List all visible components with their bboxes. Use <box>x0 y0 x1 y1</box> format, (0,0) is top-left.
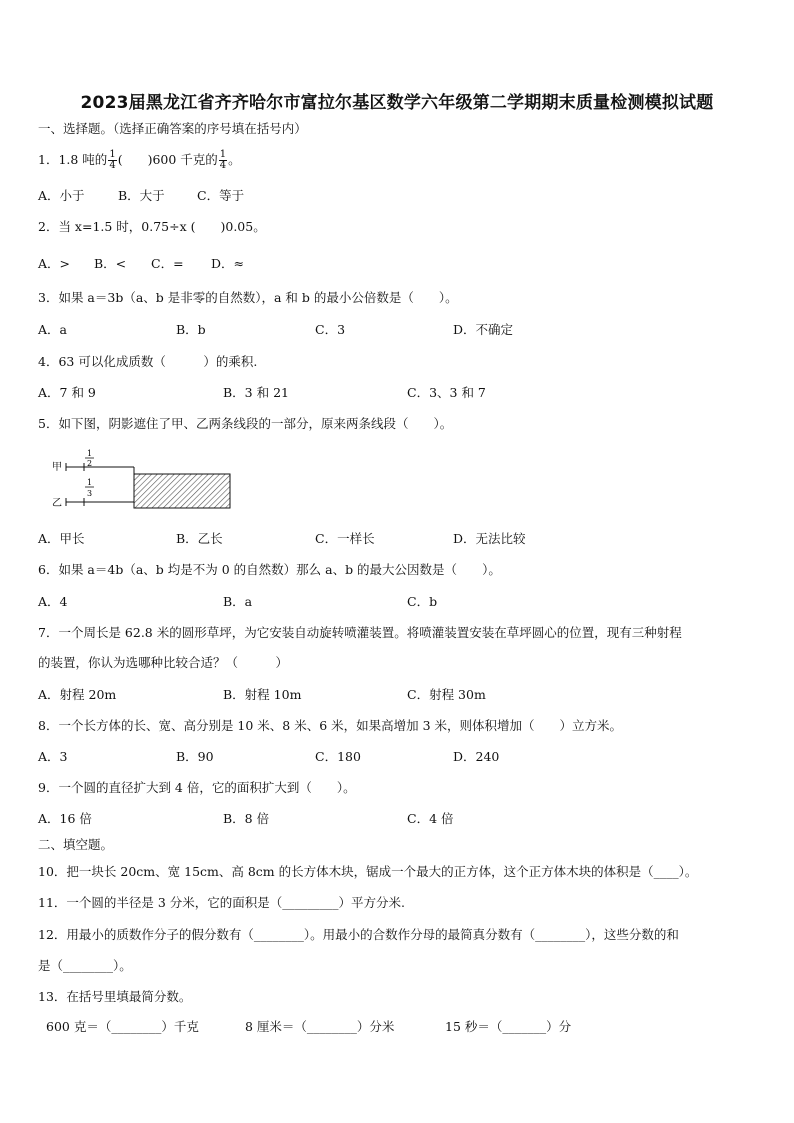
question-5: 5．如下图，阴影遮住了甲、乙两条线段的一部分，原来两条线段（ ）。 <box>38 416 453 431</box>
question-9: 9．一个圆的直径扩大到 4 倍，它的面积扩大到（ ）。 <box>38 780 356 795</box>
question-13: 13．在括号里填最简分数。 <box>38 989 192 1004</box>
q1-option-c[interactable]: C．等于 <box>197 188 245 203</box>
q6-option-a[interactable]: A．4 <box>38 594 68 609</box>
q2-option-d[interactable]: D．≈ <box>211 256 244 271</box>
q3-option-c[interactable]: C．3 <box>315 322 346 337</box>
fraction-one-quarter <box>219 150 227 171</box>
page-title: 2023届黑龙江省齐齐哈尔市富拉尔基区数学六年级第二学期期末质量检测模拟试题 <box>80 93 714 113</box>
frac-yi-den: 3 <box>87 489 93 498</box>
q5-option-b[interactable]: B．乙长 <box>176 531 223 546</box>
q3-option-d[interactable]: D．不确定 <box>453 322 514 337</box>
question-12-line-2: 是（________）。 <box>38 958 132 973</box>
q9-option-a[interactable]: A．16 倍 <box>38 811 92 826</box>
question-10: 10．把一块长 20cm、宽 15cm、高 8cm 的长方体木块，锯成一个最大的正方体，这个正方体木块的体积是（____）。 <box>38 864 698 879</box>
section-heading-fill-in: 二、填空题。 <box>38 837 114 852</box>
frac-denominator: 4 <box>219 160 227 171</box>
shaded-cover <box>134 474 230 508</box>
q1-option-b[interactable]: B．大于 <box>118 188 165 203</box>
q9-option-b[interactable]: B．8 倍 <box>223 811 270 826</box>
question-11: 11．一个圆的半径是 3 分米，它的面积是（_________）平方分米. <box>38 895 406 910</box>
q3-option-a[interactable]: A．a <box>38 322 67 337</box>
question-8: 8．一个长方体的长、宽、高分别是 10 米、8 米、6 米，如果高增加 3 米，则体积增加（ ）立方米。 <box>38 718 623 733</box>
q6-option-c[interactable]: C．b <box>407 594 438 609</box>
q5-option-d[interactable]: D．无法比较 <box>453 531 526 546</box>
q7-option-b[interactable]: B．射程 10m <box>223 687 302 702</box>
frac-numerator: 1 <box>219 149 227 160</box>
question-3: 3．如果 a＝3b（a、b 是非零的自然数），a 和 b 的最小公倍数是（ ）。 <box>38 290 458 305</box>
q4-option-a[interactable]: A．7 和 9 <box>38 385 96 400</box>
question-2: 2．当 x=1.5 时，0.75÷x ( )0.05。 <box>38 219 266 234</box>
q1-text-mid: ( )600 千克的 <box>117 152 218 167</box>
frac-jia-num: 1 <box>87 449 93 458</box>
label-yi: 乙 <box>52 498 62 509</box>
q3-option-b[interactable]: B．b <box>176 322 206 337</box>
frac-denominator: 4 <box>109 160 116 171</box>
frac-jia-den: 2 <box>87 459 93 468</box>
q9-option-c[interactable]: C．4 倍 <box>407 811 454 826</box>
question-12-line-1: 12．用最小的质数作分子的假分数有（________）。用最小的合数作分母的最简真分数有（________），这些分数的和 <box>38 927 679 942</box>
q5-option-c[interactable]: C．一样长 <box>315 531 375 546</box>
question-4: 4．63 可以化成质数（ ）的乘积. <box>38 354 258 369</box>
q8-option-a[interactable]: A．3 <box>38 749 68 764</box>
q13-item-seconds[interactable]: 15 秒＝（_______）分 <box>445 1019 572 1034</box>
q2-option-a[interactable]: A．> <box>38 256 71 271</box>
fraction-one-quarter <box>108 150 116 171</box>
question-7-line-1: 7．一个周长是 62.8 米的圆形草坪，为它安装自动旋转喷灌装置。将喷灌装置安装在草坪圆心的位置，现有三种射程 <box>38 625 682 640</box>
q5-segment-figure <box>38 446 238 512</box>
q1-text-pre: 1．1.8 吨的 <box>38 152 108 167</box>
q13-item-grams[interactable]: 600 克＝（________）千克 <box>46 1019 199 1034</box>
q2-option-b[interactable]: B．< <box>94 256 127 271</box>
q8-option-d[interactable]: D．240 <box>453 749 500 764</box>
q7-option-a[interactable]: A．射程 20m <box>38 687 117 702</box>
section-heading-choice: 一、选择题。（选择正确答案的序号填在括号内） <box>38 121 307 136</box>
q6-option-b[interactable]: B．a <box>223 594 253 609</box>
q2-option-c[interactable]: C．= <box>151 256 184 271</box>
q1-text-post: 。 <box>228 152 241 167</box>
q7-option-c[interactable]: C．射程 30m <box>407 687 486 702</box>
label-jia: 甲 <box>52 462 62 473</box>
q8-option-b[interactable]: B．90 <box>176 749 214 764</box>
q8-option-c[interactable]: C．180 <box>315 749 361 764</box>
q13-item-centimeters[interactable]: 8 厘米＝（________）分米 <box>245 1019 395 1034</box>
q4-option-c[interactable]: C．3、3 和 7 <box>407 385 486 400</box>
question-6: 6．如果 a＝4b（a、b 均是不为 0 的自然数）那么 a、b 的最大公因数是（ ）。 <box>38 562 501 577</box>
frac-numerator: 1 <box>109 149 116 160</box>
frac-yi-num: 1 <box>87 478 93 487</box>
q4-option-b[interactable]: B．3 和 21 <box>223 385 289 400</box>
q5-option-a[interactable]: A．甲长 <box>38 531 85 546</box>
question-7-line-2: 的装置，你认为选哪种比较合适？（ ） <box>38 655 289 670</box>
question-1 <box>38 150 241 171</box>
q1-option-a[interactable]: A．小于 <box>38 188 85 203</box>
